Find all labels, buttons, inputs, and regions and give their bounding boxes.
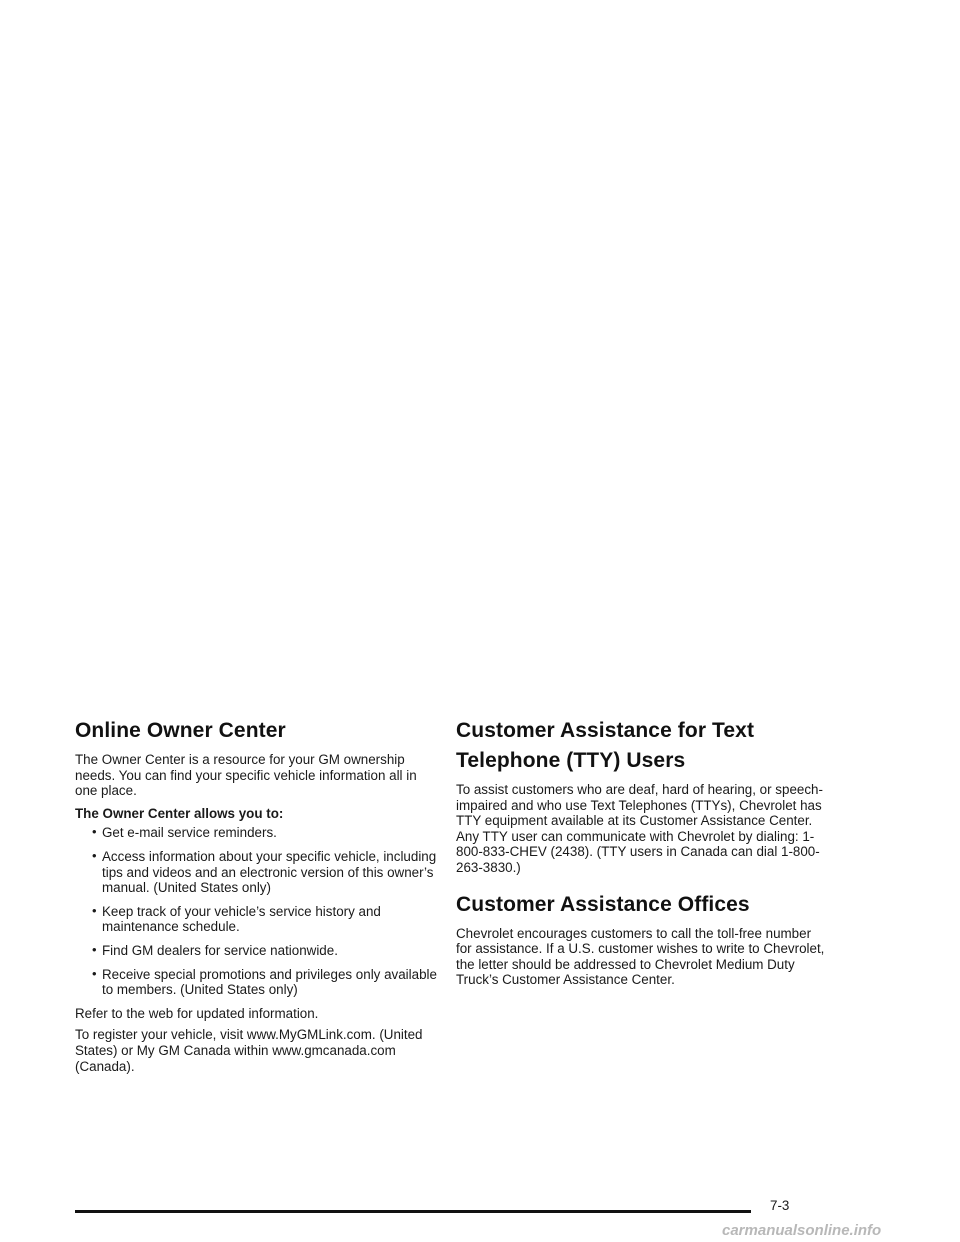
list-item: • Access information about your specific vehicle, including tips and videos and an electronic version of this owner’s manual. (United States only) — [92, 847, 437, 896]
left-column — [75, 716, 437, 1074]
refer-to-web-text: Refer to the web for updated information. — [75, 1005, 319, 1021]
customer-assistance-offices-heading: Customer Assistance Offices — [456, 892, 750, 916]
tty-users-body: To assist customers who are deaf, hard of hearing, or speech-impaired and who use Text Telephones (TTYs), Chevrolet has TTY equipment available at its Customer Assistance Center. Any TTY user can communicate with Chevrolet by dialing: 1-800-833-CHEV (2438). (TTY users in Canada can dial 1-800-263-3830.) — [456, 782, 823, 875]
right-column — [456, 716, 826, 988]
customer-assistance-offices-body: Chevrolet encourages customers to call the toll-free number for assistance. If a U.S. customer wishes to write to Chevrolet, the letter should be addressed to Chevrolet Medium Duty Truck’s Customer Assistance Center. — [456, 925, 825, 988]
watermark: carmanualsonline.info — [722, 1222, 882, 1239]
tty-users-heading: Customer Assistance for Text Telephone (TTY) Users — [456, 719, 755, 772]
bullet-icon: • — [92, 847, 97, 863]
list-item: • Find GM dealers for service nationwide. — [92, 941, 338, 958]
bullet-icon: • — [92, 965, 97, 981]
list-item: • Get e-mail service reminders. — [92, 824, 277, 841]
owner-center-bullet-list — [75, 825, 437, 997]
register-vehicle-text: To register your vehicle, visit www.MyGMLink.com. (United States) or My GM Canada within www.gmcanada.com (Canada). — [75, 1027, 423, 1074]
bullet-icon: • — [92, 902, 97, 918]
page-number: 7-3 — [770, 1198, 790, 1213]
owner-center-intro: The Owner Center is a resource for your GM ownership needs. You can find your specific vehicle information all in one place. — [75, 752, 417, 799]
bullet-icon: • — [92, 824, 97, 840]
list-item: • Receive special promotions and privileges only available to members. (United States only) — [92, 965, 437, 998]
owner-center-lead: The Owner Center allows you to: — [75, 805, 284, 821]
footer-rule — [75, 1210, 751, 1213]
list-item: • Keep track of your vehicle’s service history and maintenance schedule. — [92, 902, 381, 935]
online-owner-center-heading: Online Owner Center — [75, 719, 286, 742]
bullet-icon: • — [92, 941, 97, 957]
